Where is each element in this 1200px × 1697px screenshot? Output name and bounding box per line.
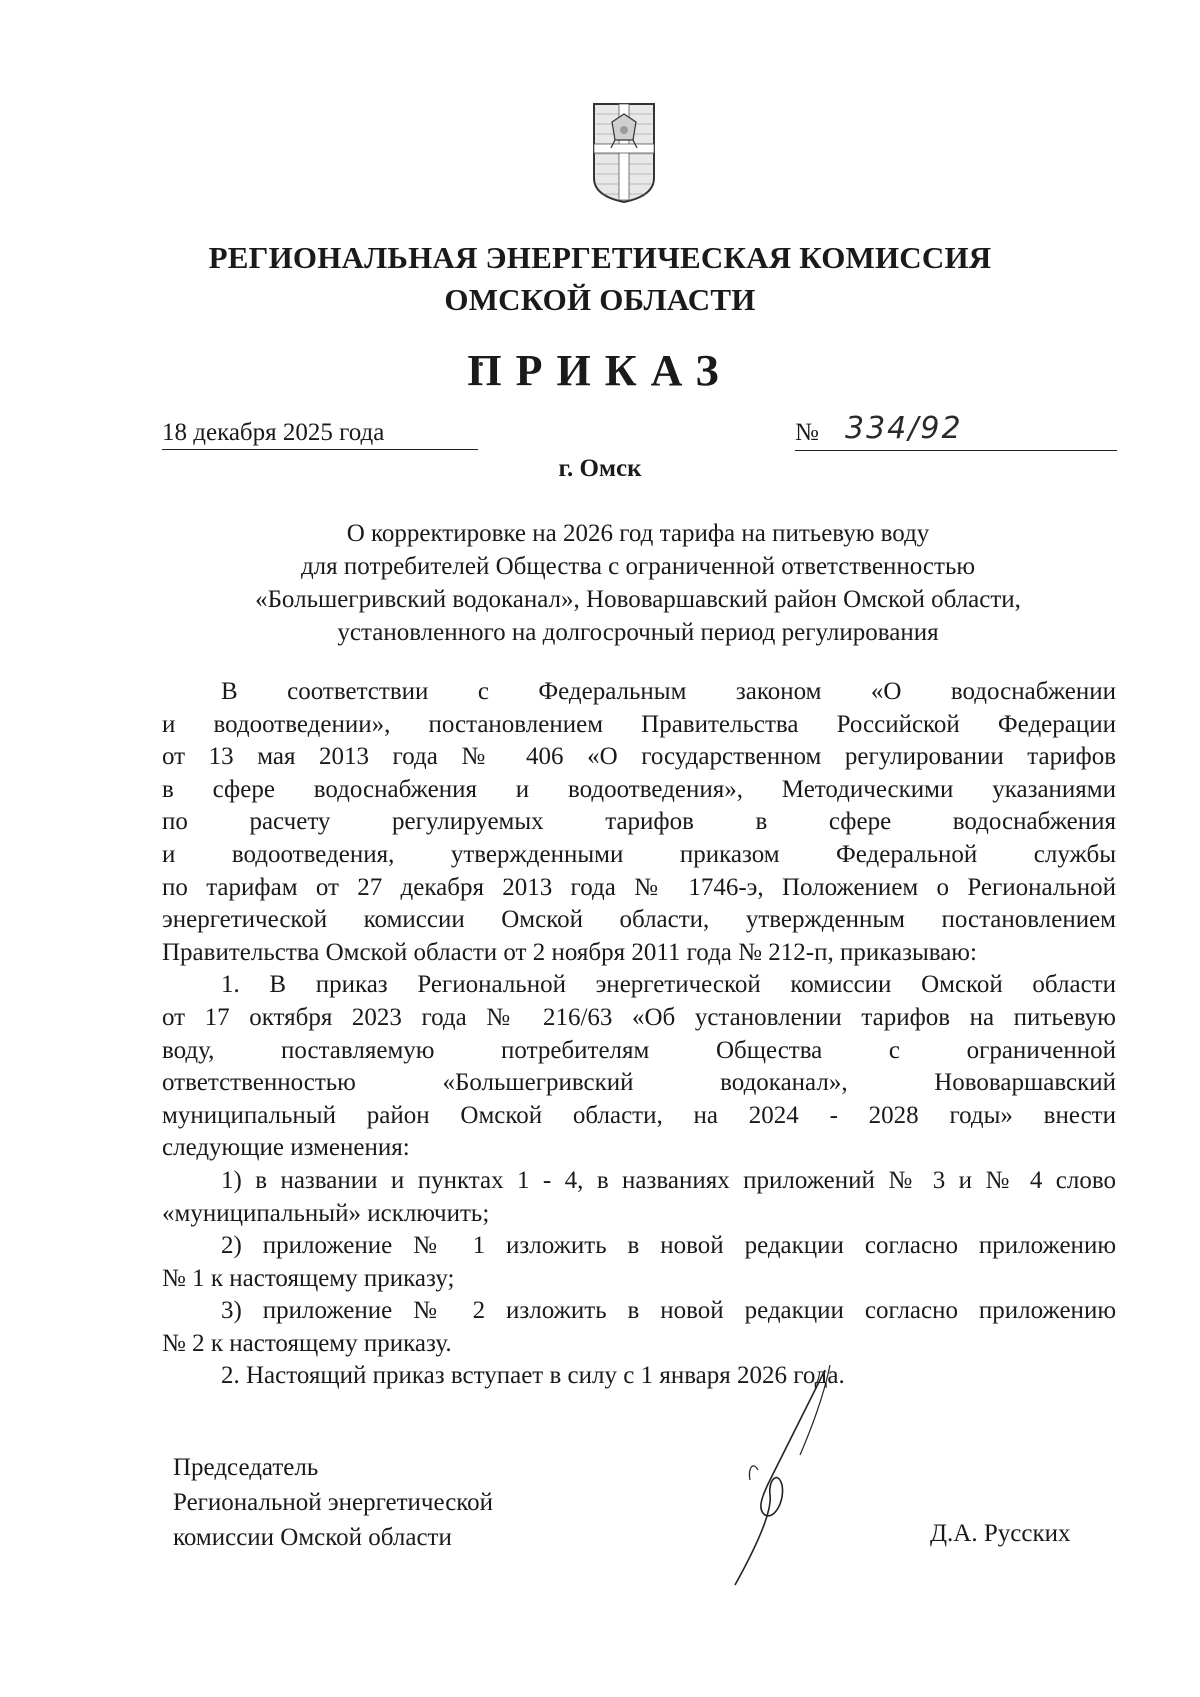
subject-line: «Большегривский водоканал», Нововаршавский район Омской области,	[255, 586, 1021, 613]
signatory-position-line: Региональной энергетической	[173, 1489, 494, 1516]
document-type-title: ПРИКАЗ	[467, 346, 733, 395]
body-line: от 13 мая 2013 года № 406 «О государственном регулировании тарифов	[162, 743, 1116, 771]
body-line: 2. Настоящий приказ вступает в силу с 1 января 2026 года.	[221, 1362, 845, 1390]
body-line: Правительства Омской области от 2 ноября 2011 года № 212-п, приказываю:	[162, 938, 977, 966]
body-line: В соответствии с Федеральным законом «О водоснабжении	[221, 678, 1116, 705]
signatory-name: Д.А. Русских	[930, 1520, 1071, 1547]
body-line: «муниципальный» исключить;	[162, 1199, 490, 1227]
handwritten-signature	[730, 1360, 880, 1590]
document-city: г. Омск	[558, 455, 642, 482]
body-line: и водоотведения, утвержденными приказом Федеральной службы	[162, 840, 1116, 868]
document-body	[162, 676, 1116, 1393]
body-line: по расчету регулируемых тарифов в сфере водоснабжения	[162, 808, 1116, 836]
body-line: 3) приложение № 2 изложить в новой редакции согласно приложению	[221, 1297, 1116, 1325]
coat-of-arms-icon	[591, 100, 657, 204]
body-line: 1) в названии и пунктах 1 - 4, в названиях приложений № 3 и № 4 слово	[221, 1166, 1116, 1194]
document-date: 18 декабря 2025 года	[162, 418, 478, 450]
body-line: следующие изменения:	[162, 1134, 410, 1162]
body-line: от 17 октября 2023 года № 216/63 «Об установлении тарифов на питьевую	[162, 1003, 1116, 1031]
body-line: ответственностью «Большегривский водоканал», Нововаршавский	[162, 1069, 1116, 1097]
document-number-handwritten: 334/92	[845, 411, 963, 446]
number-sign: №	[795, 419, 819, 446]
signatory-position-line: Председатель	[173, 1454, 319, 1481]
signatory-position	[173, 1450, 493, 1555]
document-number-field	[795, 411, 1117, 451]
document-subject	[160, 517, 1116, 649]
body-line: 1. В приказ Региональной энергетической комиссии Омской области	[221, 971, 1116, 999]
organization-name-line1: РЕГИОНАЛЬНАЯ ЭНЕРГЕТИЧЕСКАЯ КОМИССИЯ	[208, 240, 992, 275]
body-line: воду, поставляемую потребителям Общества с ограниченной	[162, 1036, 1116, 1064]
body-line: в сфере водоснабжения и водоотведения», Методическими указаниями	[162, 775, 1116, 803]
body-line: энергетической комиссии Омской области, утвержденным постановлением	[162, 906, 1116, 934]
subject-line: для потребителей Общества с ограниченной ответственностью	[300, 553, 976, 580]
organization-name-line2: ОМСКОЙ ОБЛАСТИ	[444, 282, 756, 317]
subject-line: установленного на долгосрочный период регулирования	[337, 619, 939, 646]
body-line: муниципальный район Омской области, на 2024 - 2028 годы» внести	[162, 1101, 1116, 1129]
signatory-position-line: комиссии Омской области	[173, 1524, 452, 1551]
body-line: по тарифам от 27 декабря 2013 года № 1746-э, Положением о Региональной	[162, 873, 1116, 901]
body-line: № 1 к настоящему приказу;	[162, 1264, 455, 1292]
subject-line: О корректировке на 2026 год тарифа на питьевую воду	[346, 520, 930, 547]
body-line: и водоотведении», постановлением Правительства Российской Федерации	[162, 710, 1116, 738]
body-line: 2) приложение № 1 изложить в новой редакции согласно приложению	[221, 1232, 1116, 1260]
body-line: № 2 к настоящему приказу.	[162, 1329, 452, 1357]
